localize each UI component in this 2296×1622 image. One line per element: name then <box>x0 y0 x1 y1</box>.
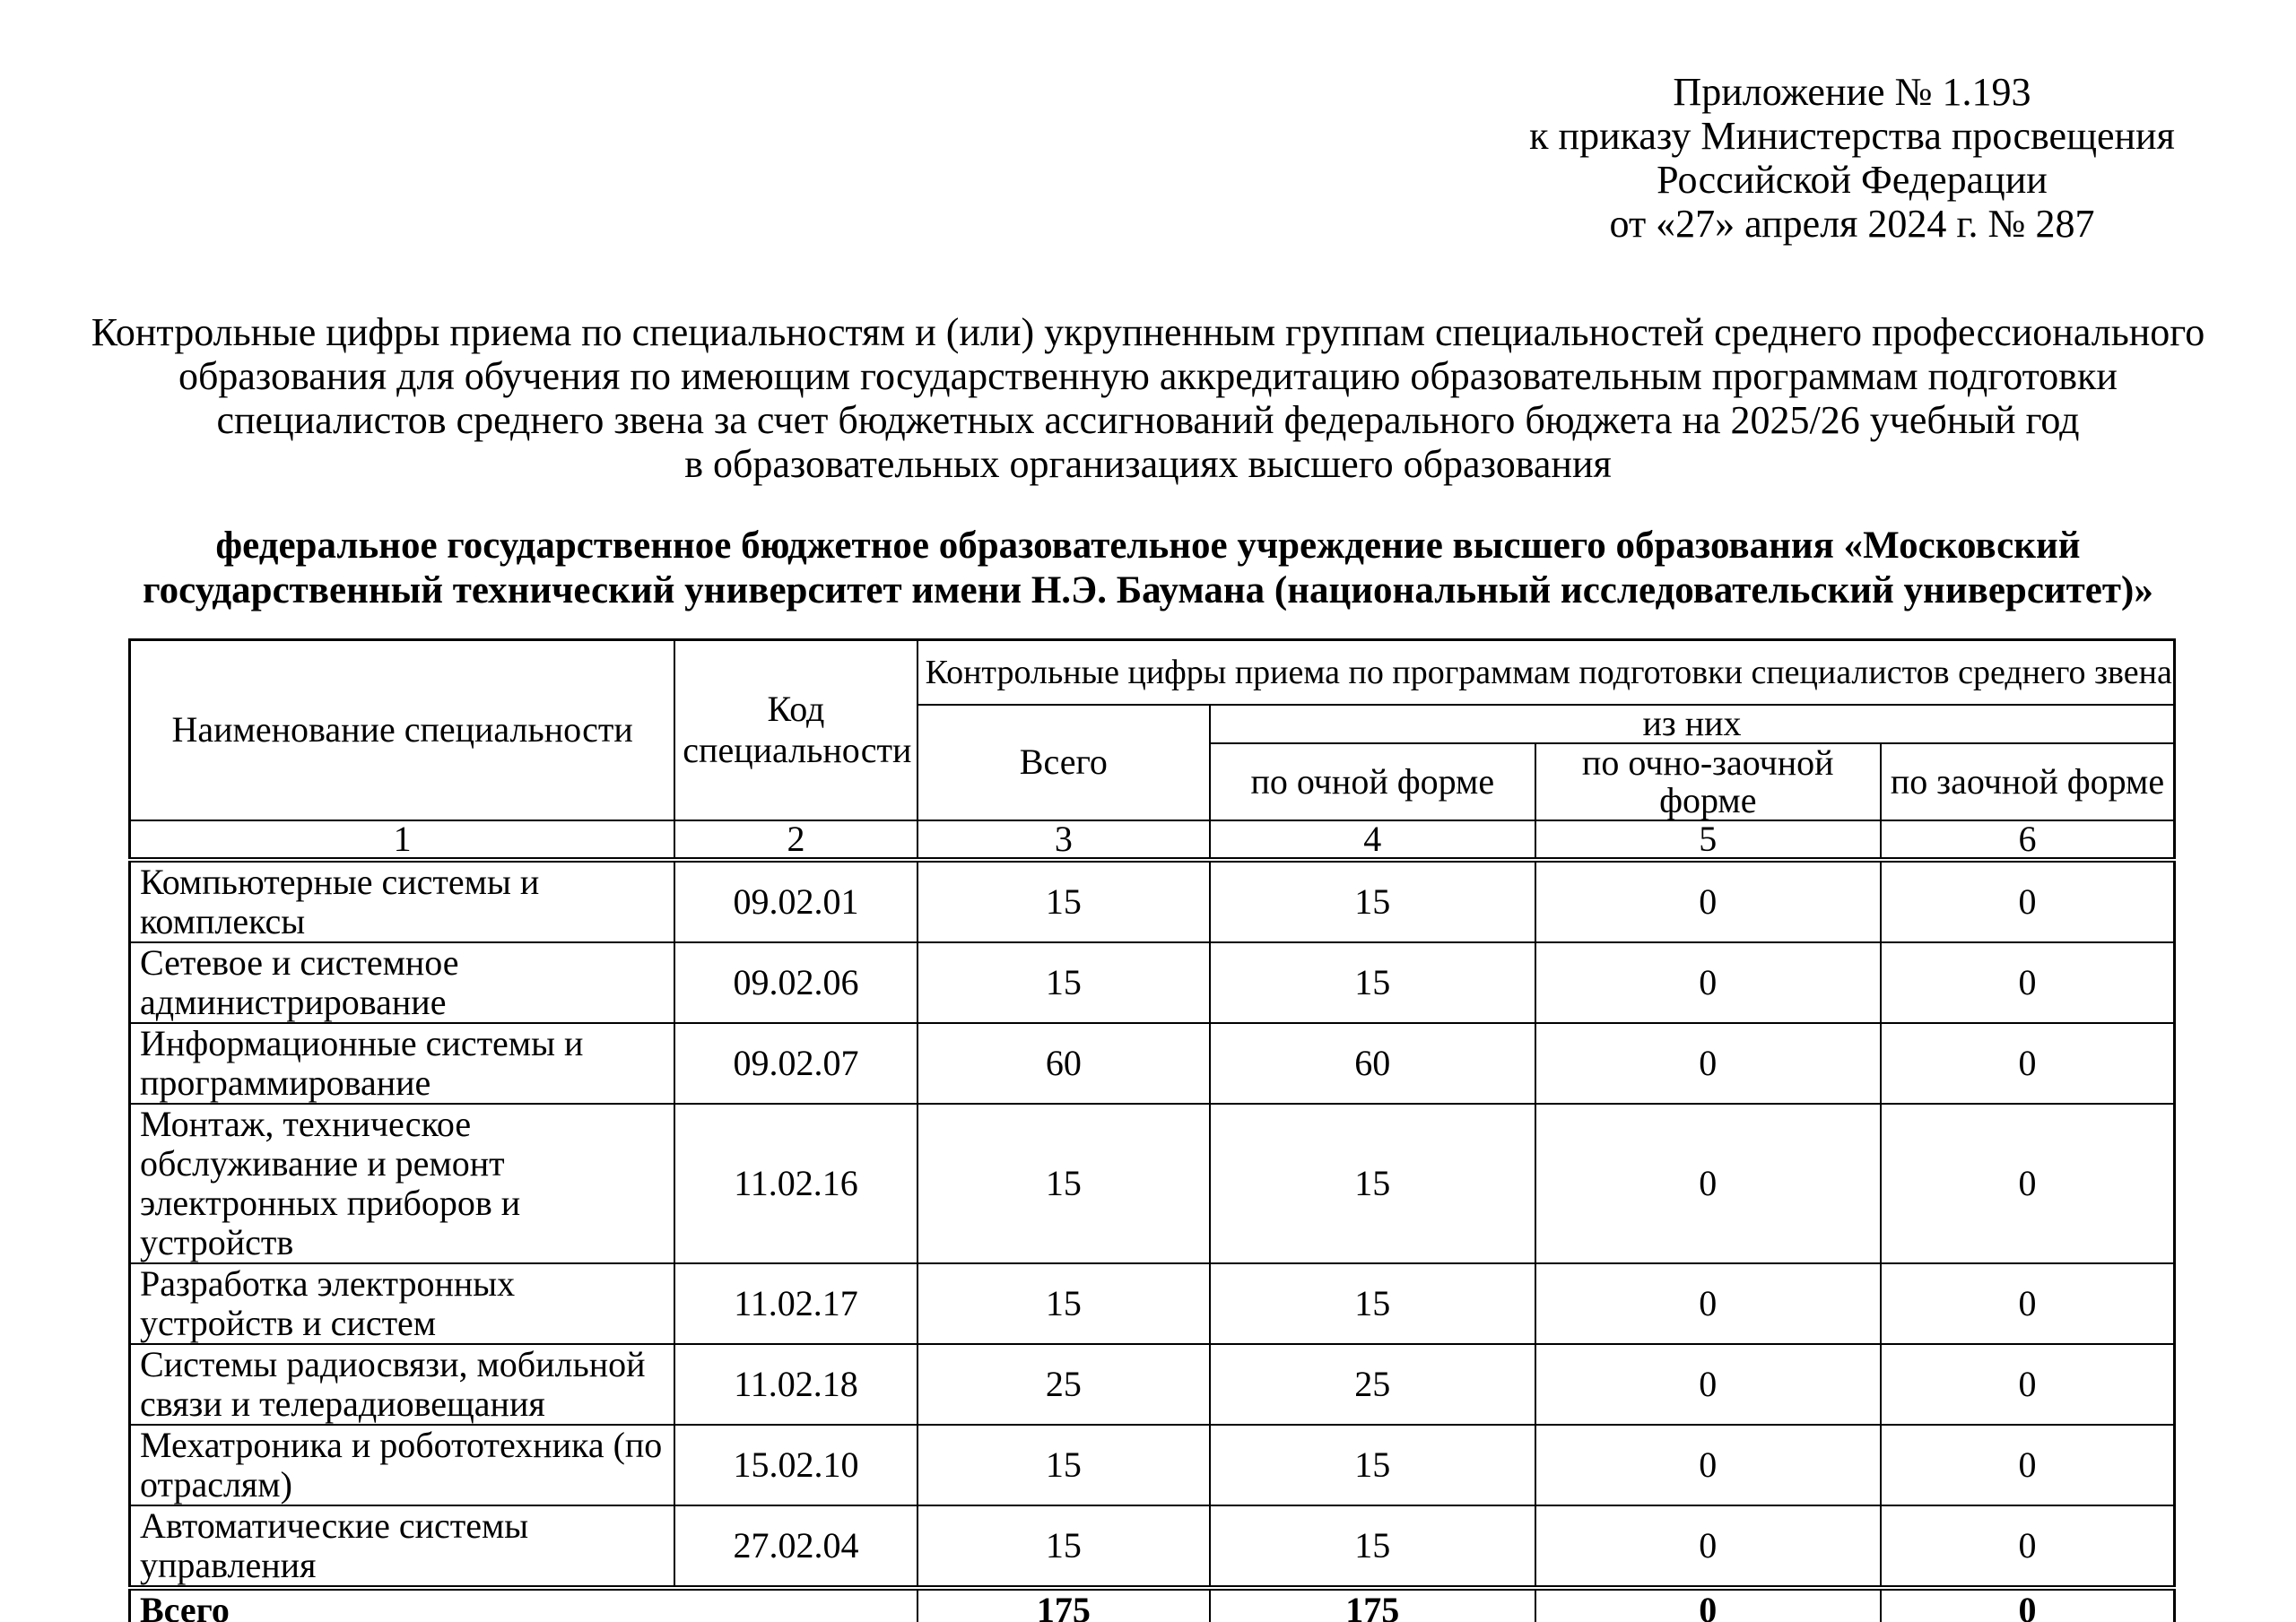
total-row <box>130 1588 2175 1622</box>
cell-specialty-name: Компьютерные системы и комплексы <box>130 860 675 942</box>
cell-evening: 0 <box>1535 1023 1882 1104</box>
appendix-line: от «27» апреля 2024 г. № 287 <box>1609 202 2095 246</box>
table-row <box>130 1104 2175 1263</box>
cell-evening: 0 <box>1535 1104 1882 1263</box>
column-number: 1 <box>130 820 675 860</box>
appendix-line: Российской Федерации <box>1657 158 2048 202</box>
table-row <box>130 942 2175 1023</box>
title-line: образования для обучения по имеющим государственную аккредитацию образовательным программам подготовки <box>178 354 2118 398</box>
cell-full-time: 15 <box>1210 860 1535 942</box>
cell-full-time: 15 <box>1210 1425 1535 1505</box>
total-evening: 0 <box>1535 1588 1882 1622</box>
header-distance: по заочной форме <box>1881 743 2174 820</box>
cell-evening: 0 <box>1535 1263 1882 1344</box>
cell-full-time: 15 <box>1210 1505 1535 1588</box>
cell-distance: 0 <box>1881 942 2174 1023</box>
cell-full-time: 15 <box>1210 942 1535 1023</box>
total-full-time: 175 <box>1210 1588 1535 1622</box>
title-line: в образовательных организациях высшего образования <box>684 442 1612 486</box>
cell-distance: 0 <box>1881 1505 2174 1588</box>
cell-specialty-name: Разработка электронных устройств и систем <box>130 1263 675 1344</box>
cell-total: 15 <box>918 1263 1210 1344</box>
cell-evening: 0 <box>1535 1344 1882 1425</box>
header-evening: по очно-заочной форме <box>1535 743 1882 820</box>
cell-full-time: 25 <box>1210 1344 1535 1425</box>
cell-evening: 0 <box>1535 942 1882 1023</box>
total-label: Всего <box>130 1588 918 1622</box>
column-numbers-row <box>130 820 2175 860</box>
table-row <box>130 860 2175 942</box>
cell-specialty-code: 11.02.16 <box>674 1104 917 1263</box>
cell-total: 15 <box>918 942 1210 1023</box>
cell-specialty-name: Мехатроника и робототехника (по отраслям) <box>130 1425 675 1505</box>
header-row-1 <box>130 640 2175 705</box>
cell-full-time: 15 <box>1210 1263 1535 1344</box>
cell-total: 15 <box>918 1425 1210 1505</box>
column-number: 3 <box>918 820 1210 860</box>
cell-total: 15 <box>918 1505 1210 1588</box>
cell-distance: 0 <box>1881 860 2174 942</box>
cell-distance: 0 <box>1881 1104 2174 1263</box>
cell-total: 60 <box>918 1023 1210 1104</box>
cell-total: 25 <box>918 1344 1210 1425</box>
header-admission-figures: Контрольные цифры приема по программам подготовки специалистов среднего звена <box>918 640 2175 705</box>
header-specialty-code: Код специальности <box>674 640 917 820</box>
cell-full-time: 15 <box>1210 1104 1535 1263</box>
cell-specialty-code: 09.02.07 <box>674 1023 917 1104</box>
column-number: 4 <box>1210 820 1535 860</box>
cell-specialty-name: Монтаж, техническое обслуживание и ремонт электронных приборов и устройств <box>130 1104 675 1263</box>
cell-distance: 0 <box>1881 1344 2174 1425</box>
cell-specialty-code: 27.02.04 <box>674 1505 917 1588</box>
table-row <box>130 1344 2175 1425</box>
cell-specialty-name: Системы радиосвязи, мобильной связи и телерадиовещания <box>130 1344 675 1425</box>
column-number: 2 <box>674 820 917 860</box>
organization-line: федеральное государственное бюджетное образовательное учреждение высшего образования «Московский <box>215 525 2081 567</box>
header-of-them: из них <box>1210 705 2174 743</box>
cell-specialty-code: 15.02.10 <box>674 1425 917 1505</box>
table-row <box>130 1263 2175 1344</box>
cell-specialty-code: 11.02.17 <box>674 1263 917 1344</box>
header-full-time: по очной форме <box>1210 743 1535 820</box>
cell-specialty-code: 09.02.01 <box>674 860 917 942</box>
cell-distance: 0 <box>1881 1425 2174 1505</box>
cell-specialty-name: Автоматические системы управления <box>130 1505 675 1588</box>
appendix-line: к приказу Министерства просвещения <box>1529 114 2175 158</box>
cell-specialty-code: 09.02.06 <box>674 942 917 1023</box>
admission-table <box>128 638 2176 1622</box>
table-row <box>130 1505 2175 1588</box>
cell-specialty-name: Информационные системы и программирование <box>130 1023 675 1104</box>
appendix-block <box>1502 0 2202 246</box>
title-line: Контрольные цифры приема по специальностям и (или) укрупненным группам специальностей среднего профессионального <box>91 310 2205 354</box>
cell-total: 15 <box>918 1104 1210 1263</box>
table-row <box>130 1425 2175 1505</box>
appendix-line: Приложение № 1.193 <box>1673 70 2031 114</box>
cell-full-time: 60 <box>1210 1023 1535 1104</box>
organization-line: государственный технический университет имени Н.Э. Баумана (национальный исследовательский университет)» <box>143 569 2153 612</box>
cell-distance: 0 <box>1881 1263 2174 1344</box>
cell-distance: 0 <box>1881 1023 2174 1104</box>
organization-name <box>0 524 2296 613</box>
table-row <box>130 1023 2175 1104</box>
total-distance: 0 <box>1881 1588 2174 1622</box>
column-number: 5 <box>1535 820 1882 860</box>
cell-evening: 0 <box>1535 1505 1882 1588</box>
cell-evening: 0 <box>1535 1425 1882 1505</box>
column-number: 6 <box>1881 820 2174 860</box>
title-line: специалистов среднего звена за счет бюджетных ассигнований федерального бюджета на 2025/26 учебный год <box>216 398 2080 442</box>
header-specialty-name: Наименование специальности <box>130 640 675 820</box>
total-total: 175 <box>918 1588 1210 1622</box>
header-total: Всего <box>918 705 1210 820</box>
cell-evening: 0 <box>1535 860 1882 942</box>
document-title <box>0 310 2296 486</box>
cell-specialty-name: Сетевое и системное администрирование <box>130 942 675 1023</box>
cell-total: 15 <box>918 860 1210 942</box>
cell-specialty-code: 11.02.18 <box>674 1344 917 1425</box>
